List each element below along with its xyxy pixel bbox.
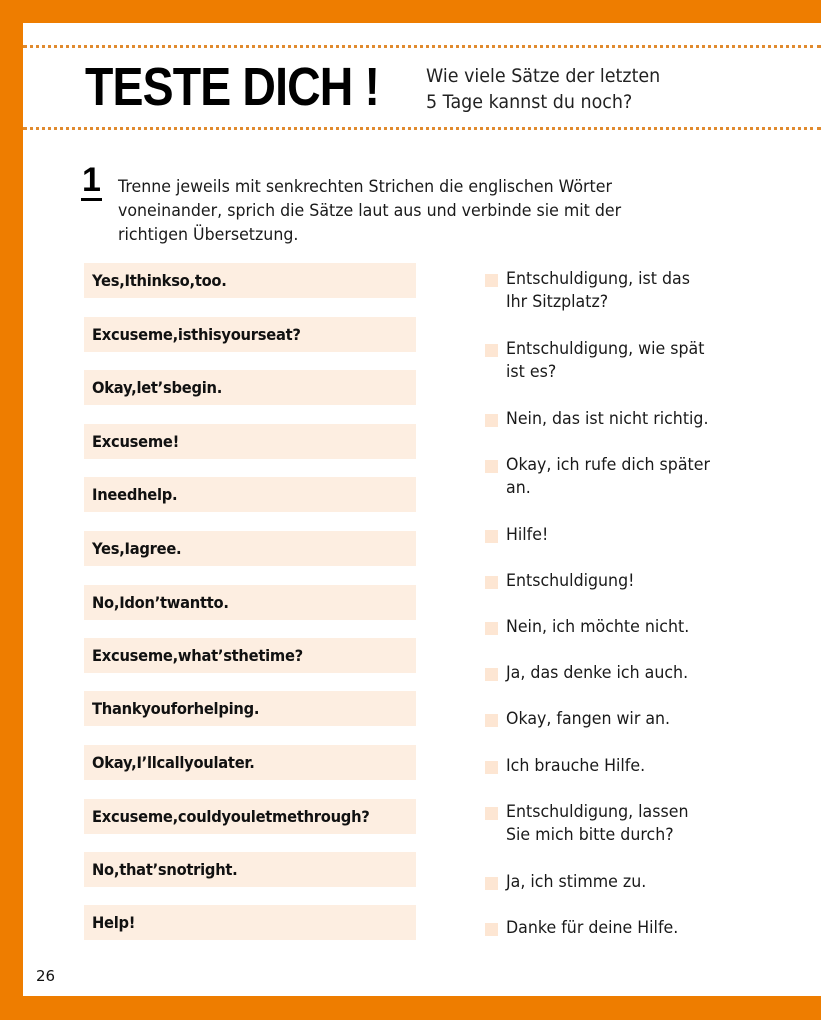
instruction-line: Trenne jeweils mit senkrechten Strichen die englischen Wörter bbox=[118, 177, 612, 197]
translation-text bbox=[506, 268, 766, 314]
task-number: 1 bbox=[82, 161, 101, 199]
translation-text bbox=[506, 616, 766, 639]
checkbox[interactable] bbox=[485, 877, 498, 890]
checkbox[interactable] bbox=[485, 530, 498, 543]
dotted-rule-top bbox=[23, 45, 821, 48]
english-sentence: No,that’snotright. bbox=[92, 860, 238, 879]
checkbox[interactable] bbox=[485, 344, 498, 357]
english-sentence-box[interactable] bbox=[84, 477, 416, 512]
translation-text bbox=[506, 755, 766, 778]
english-sentence-box[interactable] bbox=[84, 585, 416, 620]
checkbox[interactable] bbox=[485, 668, 498, 681]
english-sentence-box[interactable] bbox=[84, 799, 416, 834]
subtitle-line: Wie viele Sätze der letzten bbox=[426, 65, 661, 87]
translation-line: Danke für deine Hilfe. bbox=[506, 918, 679, 938]
english-sentence-box[interactable] bbox=[84, 370, 416, 405]
english-sentence-box[interactable] bbox=[84, 905, 416, 940]
translation-line: Ja, ich stimme zu. bbox=[506, 872, 647, 892]
translation-line: Okay, fangen wir an. bbox=[506, 709, 671, 729]
translation-text bbox=[506, 917, 766, 940]
translation-line: Okay, ich rufe dich später bbox=[506, 455, 710, 475]
english-sentence: Excuseme,isthisyourseat? bbox=[92, 325, 301, 344]
checkbox[interactable] bbox=[485, 761, 498, 774]
page-number: 26 bbox=[36, 967, 56, 985]
english-sentence: Excuseme,couldyouletmethrough? bbox=[92, 807, 370, 826]
checkbox[interactable] bbox=[485, 460, 498, 473]
translation-line: Nein, das ist nicht richtig. bbox=[506, 409, 709, 429]
translation-line: an. bbox=[506, 478, 531, 498]
english-sentence: No,Idon’twantto. bbox=[92, 593, 229, 612]
translation-line: Ich brauche Hilfe. bbox=[506, 756, 646, 776]
workbook-page bbox=[23, 23, 821, 996]
english-sentence-box[interactable] bbox=[84, 263, 416, 298]
translation-line: Hilfe! bbox=[506, 525, 549, 545]
translation-line: Entschuldigung! bbox=[506, 571, 635, 591]
page-title: TESTE DICH ! bbox=[85, 57, 380, 117]
checkbox[interactable] bbox=[485, 414, 498, 427]
english-sentence-box[interactable] bbox=[84, 531, 416, 566]
translation-text bbox=[506, 408, 766, 431]
instruction-line: voneinander, sprich die Sätze laut aus und verbinde sie mit der bbox=[118, 201, 622, 221]
checkbox[interactable] bbox=[485, 622, 498, 635]
page-subtitle bbox=[426, 63, 660, 115]
english-sentence-box[interactable] bbox=[84, 745, 416, 780]
translation-text bbox=[506, 570, 766, 593]
english-sentence: Thankyouforhelping. bbox=[92, 699, 260, 718]
translation-line: Ihr Sitzplatz? bbox=[506, 292, 609, 312]
translation-line: Entschuldigung, wie spät bbox=[506, 339, 705, 359]
english-sentence-box[interactable] bbox=[84, 317, 416, 352]
translation-text bbox=[506, 871, 766, 894]
checkbox[interactable] bbox=[485, 576, 498, 589]
translation-text bbox=[506, 338, 766, 384]
english-sentence: Okay,I’llcallyoulater. bbox=[92, 753, 255, 772]
english-sentence: Yes,Ithinkso,too. bbox=[92, 271, 227, 290]
checkbox[interactable] bbox=[485, 923, 498, 936]
checkbox[interactable] bbox=[485, 274, 498, 287]
translation-line: Entschuldigung, ist das bbox=[506, 269, 690, 289]
english-sentence-box[interactable] bbox=[84, 852, 416, 887]
translation-line: ist es? bbox=[506, 362, 557, 382]
translation-text bbox=[506, 662, 766, 685]
english-sentence-box[interactable] bbox=[84, 424, 416, 459]
task-instructions bbox=[118, 175, 695, 247]
translation-line: Entschuldigung, lassen bbox=[506, 802, 689, 822]
translation-text bbox=[506, 801, 766, 847]
english-sentence: Ineedhelp. bbox=[92, 485, 178, 504]
translation-line: Sie mich bitte durch? bbox=[506, 825, 674, 845]
english-sentence: Excuseme! bbox=[92, 432, 180, 451]
subtitle-line: 5 Tage kannst du noch? bbox=[426, 91, 633, 113]
translation-line: Ja, das denke ich auch. bbox=[506, 663, 689, 683]
english-sentence: Yes,Iagree. bbox=[92, 539, 182, 558]
dotted-rule-bottom bbox=[23, 127, 821, 130]
translation-text bbox=[506, 454, 766, 500]
english-sentence: Excuseme,what’sthetime? bbox=[92, 646, 303, 665]
checkbox[interactable] bbox=[485, 807, 498, 820]
translation-line: Nein, ich möchte nicht. bbox=[506, 617, 690, 637]
english-sentence-box[interactable] bbox=[84, 638, 416, 673]
translation-text bbox=[506, 524, 766, 547]
checkbox[interactable] bbox=[485, 714, 498, 727]
english-sentence: Okay,let’sbegin. bbox=[92, 378, 223, 397]
translation-text bbox=[506, 708, 766, 731]
instruction-line: richtigen Übersetzung. bbox=[118, 225, 299, 245]
english-sentence: Help! bbox=[92, 913, 136, 932]
english-sentence-box[interactable] bbox=[84, 691, 416, 726]
